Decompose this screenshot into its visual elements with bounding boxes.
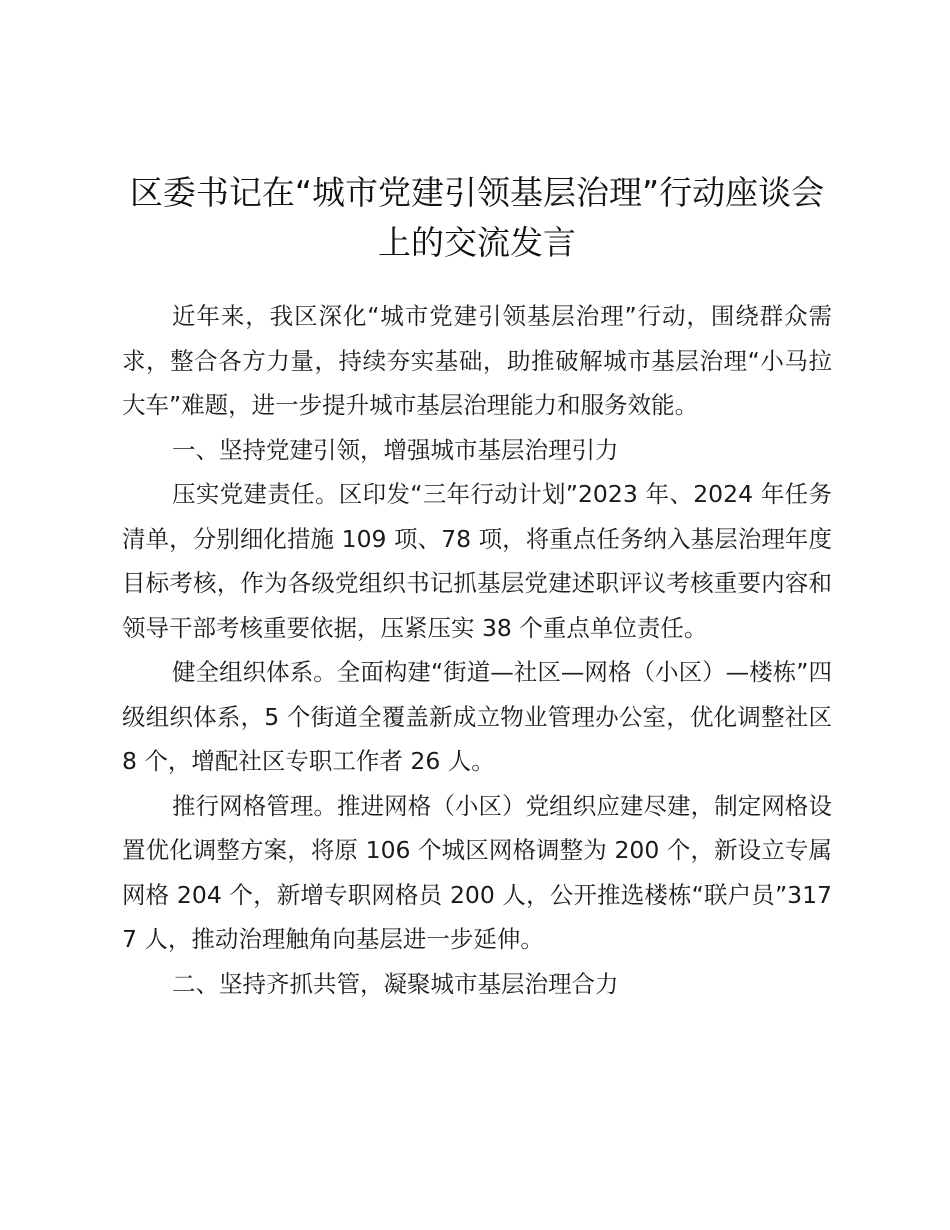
section-heading-1: 一、坚持党建引领，增强城市基层治理引力 [172, 435, 619, 464]
body-paragraph-organization-system: 健全组织体系。全面构建“街道—社区—网格（小区）—楼栋”四级组织体系，5 个街道全覆盖新成立物业管理办公室，优化调整社区 8 个，增配社区专职工作者 26 人。 [122, 658, 832, 775]
section-heading-2: 二、坚持齐抓共管，凝聚城市基层治理合力 [172, 969, 619, 998]
intro-paragraph: 近年来，我区深化“城市党建引领基层治理”行动，围绕群众需求，整合各方力量，持续夯实基础，助推破解城市基层治理“小马拉大车”难题，进一步提升城市基层治理能力和服务效能。 [122, 302, 832, 419]
body-paragraph-party-responsibility: 压实党建责任。区印发“三年行动计划”2023 年、2024 年任务清单，分别细化措施 109 项、78 项，将重点任务纳入基层治理年度目标考核，作为各级党组织书记抓基层党建述职评议考核重要内容和领导干部考核重要依据，压紧压实 38 个重点单位责任。 [122, 480, 832, 642]
body-paragraph-grid-management: 推行网格管理。推进网格（小区）党组织应建尽建，制定网格设置优化调整方案，将原 106 个城区网格调整为 200 个，新设立专属网格 204 个，新增专职网格员 200 人，公开推选楼栋“联户员”3177 人，推动治理触角向基层进一步延伸。 [122, 791, 832, 953]
document-title: 区委书记在“城市党建引领基层治理”行动座谈会上的交流发言 [129, 173, 825, 262]
